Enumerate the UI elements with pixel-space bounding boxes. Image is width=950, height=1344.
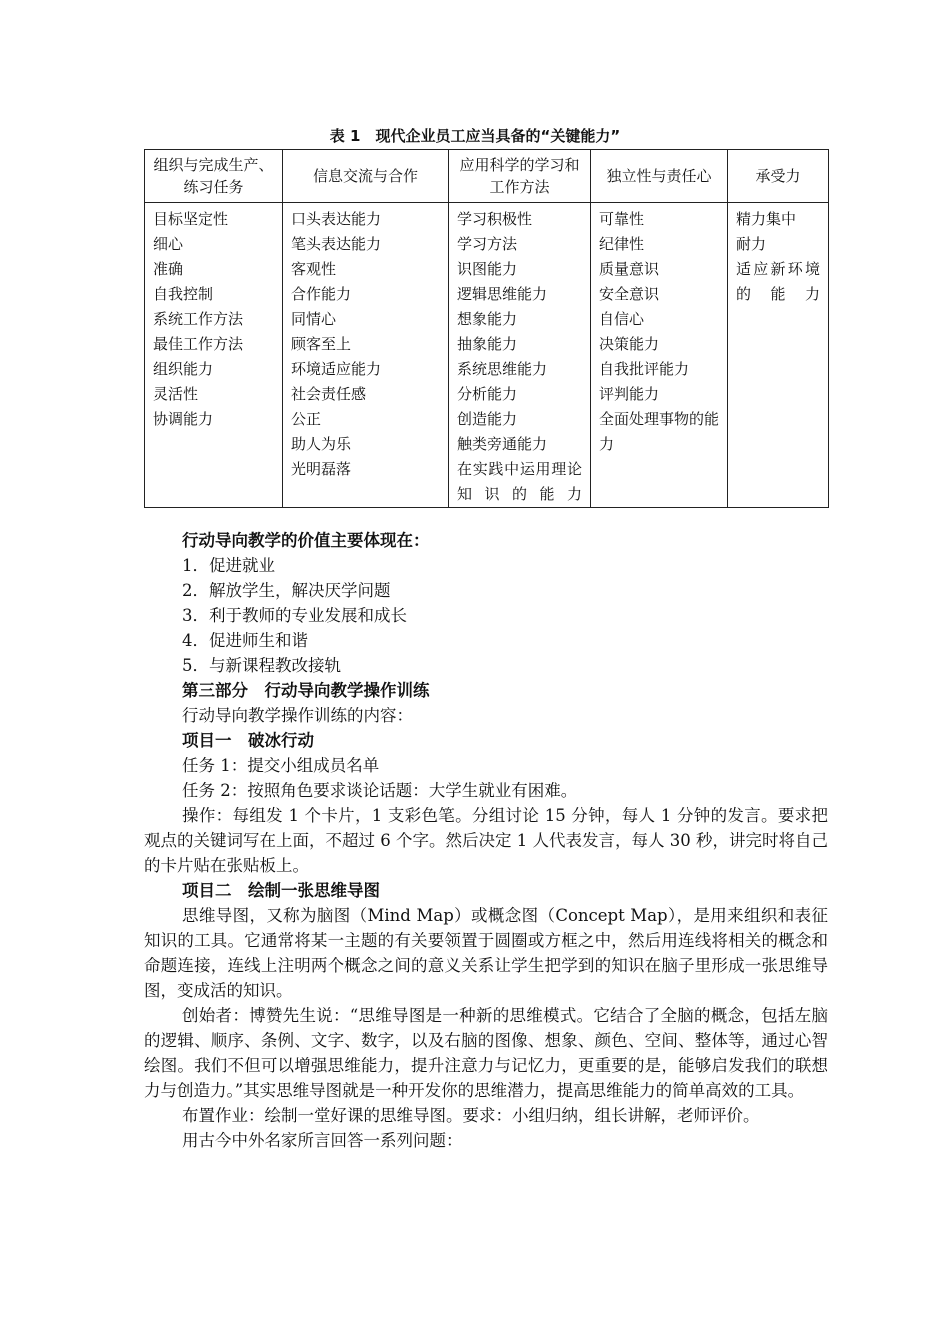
list-item: 笔头表达能力 <box>291 235 382 253</box>
list-item: 最佳工作方法 <box>153 335 244 353</box>
list-item: 逻辑思维能力 <box>457 285 548 303</box>
table-header-cell: 组织与完成生产、练习任务 <box>145 150 283 203</box>
list-item: 顾客至上 <box>291 335 352 353</box>
table-cell <box>591 203 728 508</box>
list-item: 安全意识 <box>599 285 660 303</box>
key-abilities-table <box>144 149 829 508</box>
list-item: 合作能力 <box>291 285 352 303</box>
paragraph: 用古今中外名家所言回答一系列问题： <box>182 1131 463 1150</box>
list-item: 自信心 <box>599 310 645 328</box>
table-header-row <box>145 150 829 203</box>
task-line: 任务 1：提交小组成员名单 <box>182 756 380 775</box>
list-item: 系统思维能力 <box>457 360 548 378</box>
table-header-cell: 应用科学的学习和工作方法 <box>449 150 591 203</box>
table-cell <box>449 203 591 508</box>
list-item: 决策能力 <box>599 335 660 353</box>
table-row <box>145 203 829 508</box>
list-item: 质量意识 <box>599 260 660 278</box>
table-header-cell: 独立性与责任心 <box>591 150 728 203</box>
paragraph: 思维导图，又称为脑图（Mind Map）或概念图（Concept Map），是用来组织和表征知识的工具。它通常将某一主题的有关要领置于圆圈或方框之中，然后用连线将相关的概念和命题连接，连线上注明两个概念之间的意义关系让学生把学到的知识在脑子里形成一张思维导图，变成活的知识。 <box>144 906 828 1000</box>
project-heading: 项目二 绘制一张思维导图 <box>182 881 380 900</box>
table-cell <box>728 203 829 508</box>
list-item: 组织能力 <box>153 360 214 378</box>
list-item: 耐力 <box>736 235 767 253</box>
list-item: 4．促进师生和谐 <box>182 631 308 650</box>
paragraph: 布置作业：绘制一堂好课的思维导图。要求：小组归纳，组长讲解，老师评价。 <box>182 1106 760 1125</box>
list-item: 灵活性 <box>153 385 199 403</box>
list-item: 协调能力 <box>153 410 214 428</box>
list-item: 分析能力 <box>457 385 518 403</box>
list-item: 纪律性 <box>599 235 645 253</box>
list-item: 自我控制 <box>153 285 214 303</box>
project-heading: 项目一 破冰行动 <box>182 731 314 750</box>
list-item: 想象能力 <box>457 310 518 328</box>
list-item: 3．利于教师的专业发展和成长 <box>182 606 407 625</box>
list-item: 目标坚定性 <box>153 210 229 228</box>
list-item: 公正 <box>291 410 322 428</box>
document-body <box>144 528 828 1153</box>
table-cell <box>283 203 449 508</box>
table-caption: 表 1 现代企业员工应当具备的“关键能力” <box>329 127 621 145</box>
paragraph: 创始者：博赞先生说：“思维导图是一种新的思维模式。它结合了全脑的概念，包括左脑的逻辑、顺序、条例、文字、数字，以及右脑的图像、想象、颜色、空间、整体等，通过心智绘图。我们不但可以增强思维能力，提升注意力与记忆力，更重要的是，能够启发我们的联想力与创造力。”其实思维导图就是一种开发你的思维潜力，提高思维能力的简单高效的工具。 <box>144 1006 828 1100</box>
list-item: 2．解放学生，解决厌学问题 <box>182 581 391 600</box>
list-item: 同情心 <box>291 310 337 328</box>
list-item: 全面处理事物的能力 <box>599 410 720 453</box>
list-item: 1．促进就业 <box>182 556 275 575</box>
list-item: 准确 <box>153 260 184 278</box>
list-item: 识图能力 <box>457 260 518 278</box>
table-cell <box>145 203 283 508</box>
list-item: 环境适应能力 <box>291 360 382 378</box>
paragraph: 操作：每组发 1 个卡片，1 支彩色笔。分组讨论 15 分钟，每人 1 分钟的发言。要求把观点的关键词写在上面，不超过 6 个字。然后决定 1 人代表发言，每人 30 秒，讲完时将自己的卡片贴在张贴板上。 <box>144 806 828 875</box>
list-item: 5．与新课程教改接轨 <box>182 656 341 675</box>
list-item: 可靠性 <box>599 210 645 228</box>
table-header-cell: 承受力 <box>728 150 829 203</box>
list-item: 自我批评能力 <box>599 360 690 378</box>
list-item: 口头表达能力 <box>291 210 382 228</box>
section-heading: 行动导向教学的价值主要体现在： <box>182 531 430 550</box>
task-line: 任务 2：按照角色要求谈论话题：大学生就业有困难。 <box>182 781 578 800</box>
list-item: 精力集中 <box>736 210 797 228</box>
list-item: 触类旁通能力 <box>457 435 548 453</box>
list-item: 学习积极性 <box>457 210 533 228</box>
table-header-cell: 信息交流与合作 <box>283 150 449 203</box>
list-item: 社会责任感 <box>291 385 367 403</box>
paragraph: 行动导向教学操作训练的内容： <box>182 706 413 725</box>
part-heading: 第三部分 行动导向教学操作训练 <box>182 681 430 700</box>
list-item: 评判能力 <box>599 385 660 403</box>
list-item: 抽象能力 <box>457 335 518 353</box>
list-item: 适应新环境的能力 <box>736 260 820 303</box>
list-item: 系统工作方法 <box>153 310 244 328</box>
list-item: 在实践中运用理论知识的能力 <box>457 460 582 503</box>
list-item: 助人为乐 <box>291 435 352 453</box>
list-item: 学习方法 <box>457 235 518 253</box>
list-item: 细心 <box>153 235 184 253</box>
list-item: 客观性 <box>291 260 337 278</box>
list-item: 创造能力 <box>457 410 518 428</box>
list-item: 光明磊落 <box>291 460 352 478</box>
